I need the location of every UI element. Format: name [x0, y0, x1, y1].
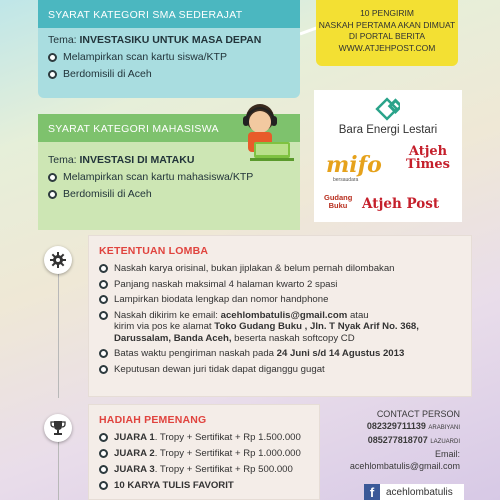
category-mahasiswa-title: SYARAT KATEGORI MAHASISWA: [38, 114, 300, 142]
bara-energi-logo-icon: [374, 96, 400, 122]
rules-icon-badge: [44, 246, 72, 274]
circle-bullet-icon: [48, 53, 57, 62]
category-sma-theme: Tema: INVESTASIKU UNTUK MASA DEPAN: [48, 34, 262, 46]
list-item: Panjang naskah maksimal 4 halaman kwarto 2 spasi: [99, 279, 471, 291]
gear-icon: [50, 252, 66, 268]
contact-email-link: acehlombatulis@gmail.com: [220, 309, 348, 321]
circle-bullet-icon: [99, 280, 108, 289]
circle-bullet-icon: [99, 311, 108, 320]
rules-heading: KETENTUAN LOMBA: [99, 245, 209, 257]
student-laptop-illustration: [232, 100, 296, 166]
circle-bullet-icon: [99, 465, 108, 474]
category-sma-title: SYARAT KATEGORI SMA SEDERAJAT: [38, 0, 300, 28]
facebook-icon: f: [364, 484, 380, 500]
list-item: Berdomisili di Aceh: [48, 188, 290, 200]
prizes-heading: HADIAH PEMENANG: [99, 414, 207, 426]
circle-bullet-icon: [48, 173, 57, 182]
circle-bullet-icon: [99, 264, 108, 273]
contact-phone-1: 082329711139 ARABIYANI: [366, 421, 460, 431]
list-item: Keputusan dewan juri tidak dapat diganggu gugat: [99, 364, 471, 376]
category-mahasiswa-theme: Tema: INVESTASI DI MATAKU: [48, 154, 195, 166]
trophy-icon: [50, 420, 66, 436]
circle-bullet-icon: [99, 481, 108, 490]
announcement-box: 10 PENGIRIM NASKAH PERTAMA AKAN DIMUAT DI PORTAL BERITA WWW.ATJEHPOST.COM: [316, 0, 458, 66]
prize-icon-badge: [44, 414, 72, 442]
contact-heading: CONTACT PERSON: [376, 409, 460, 419]
sponsor-atjeh-post-logo: Atjeh Post: [362, 196, 440, 212]
sponsor-bara-energi: Bara Energi Lestari: [338, 124, 438, 136]
list-item: Berdomisili di Aceh: [48, 68, 290, 80]
list-item: Melampirkan scan kartu siswa/KTP: [48, 51, 290, 63]
circle-bullet-icon: [99, 449, 108, 458]
circle-bullet-icon: [99, 365, 108, 374]
sponsor-mifo-subtitle: bersaudara: [333, 177, 359, 183]
circle-bullet-icon: [48, 70, 57, 79]
circle-bullet-icon: [99, 295, 108, 304]
facebook-label: acehlombatulis: [386, 486, 453, 498]
list-item: Naskah dikirim ke email: acehlombatulis@gmail.com atau kirim via pos ke alamat Toko Gudang Buku , Jln. T Nyak Arif No. 368, Darussalam, Banda Aceh, beserta naskah softcopy CD: [99, 310, 471, 345]
contact-phone-2: 085277818707 LAZUARDI: [367, 435, 460, 445]
circle-bullet-icon: [48, 190, 57, 199]
list-item: Naskah karya orisinal, bukan jiplakan & belum pernah dilombakan: [99, 263, 471, 275]
rules-card: [88, 235, 472, 397]
prizes-card: [88, 404, 320, 500]
list-item: Lampirkan biodata lengkap dan nomor handphone: [99, 294, 471, 306]
list-item: Batas waktu pengiriman naskah pada 24 Juni s/d 14 Agustus 2013: [99, 348, 471, 360]
category-sma-card: [38, 0, 300, 98]
contact-email: Email: acehlombatulis@gmail.com: [349, 449, 460, 471]
sponsor-atjeh-times-logo: Atjeh Times: [406, 144, 450, 172]
circle-bullet-icon: [99, 433, 108, 442]
timeline-divider: [58, 440, 59, 500]
list-item: Melampirkan scan kartu mahasiswa/KTP: [48, 171, 290, 183]
list-item: JUARA 1 . Tropy + Sertifikat + Rp 1.500.000: [99, 432, 319, 443]
list-item: JUARA 3 . Tropy + Sertifikat + Rp 500.000: [99, 464, 319, 475]
list-item: JUARA 2 . Tropy + Sertifikat + Rp 1.000.000: [99, 448, 319, 459]
facebook-link[interactable]: [364, 484, 464, 500]
sponsor-mifo-logo: mifo: [326, 152, 382, 178]
contact-person-block: [338, 408, 460, 472]
circle-bullet-icon: [99, 349, 108, 358]
sponsor-gudang-buku-logo: Gudang Buku: [324, 193, 353, 210]
list-item: 10 KARYA TULIS FAVORIT: [99, 480, 319, 491]
